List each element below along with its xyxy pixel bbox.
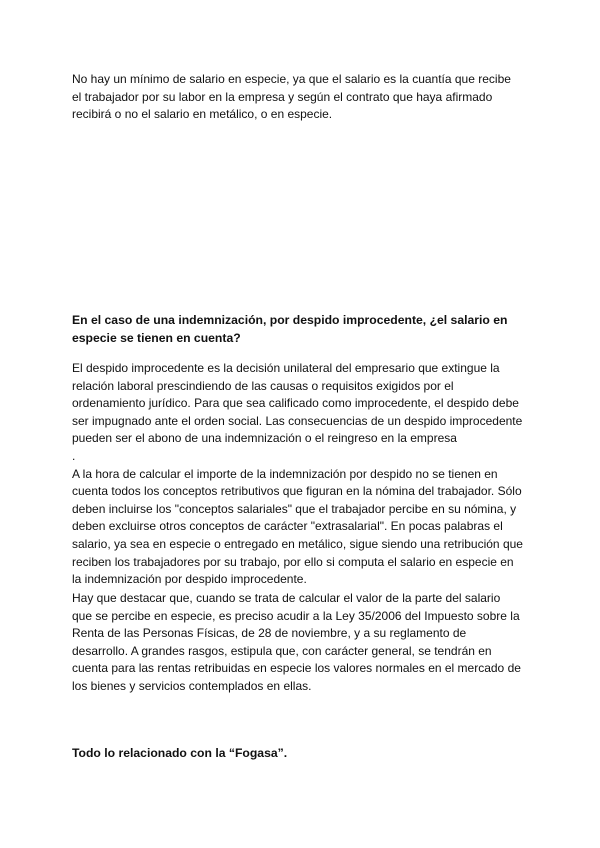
text-line: cuenta para las rentas retribuidas en especie los valores normales en el mercado de	[72, 661, 521, 676]
text-line: los bienes y servicios contemplados en ellas.	[72, 678, 312, 693]
section-heading-indemnizacion	[72, 311, 532, 347]
text-line: reciben los trabajadores por su trabajo, por ello si computa el salario en especie en	[72, 554, 514, 569]
text-line: recibirá o no el salario en metálico, o en especie.	[72, 107, 333, 122]
text-line: ordenamiento jurídico. Para que sea calificado como improcedente, el despido debe	[72, 396, 519, 411]
text-line: el trabajador por su labor en la empresa y según el contrato que haya afirmado	[72, 89, 493, 104]
text-line: desarrollo. A grandes rasgos, estipula que, con carácter general, se tendrán en	[72, 643, 492, 658]
intro-paragraph	[72, 71, 532, 124]
text-line: A la hora de calcular el importe de la indemnización por despido no se tienen en	[72, 466, 498, 481]
section-heading-fogasa	[72, 744, 532, 762]
text-line: salario, ya sea en especie o entregado en metálico, sigue siendo una retribución que	[72, 536, 523, 551]
text-line: Hay que destacar que, cuando se trata de calcular el valor de la parte del salario	[72, 591, 501, 605]
text-line: que se percibe en especie, es preciso acudir a la Ley 35/2006 del Impuesto sobre la	[72, 608, 520, 623]
irpf-paragraph	[72, 590, 532, 696]
text-line: cuenta todos los conceptos retributivos que figuran en la nómina del trabajador. Sólo	[72, 484, 522, 499]
despido-paragraph	[72, 360, 532, 589]
text-line: la indemnización por despido improcedente.	[72, 572, 307, 587]
text-line: .	[72, 448, 76, 463]
text-line: No hay un mínimo de salario en especie, ya que el salario es la cuantía que recibe	[72, 72, 511, 86]
text-line: pueden ser el abono de una indemnización o el reingreso en la empresa	[72, 431, 457, 446]
heading-line: Todo lo relacionado con la “Fogasa”.	[72, 746, 288, 760]
heading-line: especie se tienen en cuenta?	[72, 331, 241, 345]
text-line: ser impugnado ante el orden social. Las consecuencias de un despido improcedente	[72, 413, 523, 428]
heading-line: En el caso de una indemnización, por despido improcedente, ¿el salario en	[72, 313, 508, 327]
text-line: deben incluirse los "conceptos salariales" que el trabajador percibe en su nómina, y	[72, 501, 517, 516]
text-line: El despido improcedente es la decisión unilateral del empresario que extingue la	[72, 361, 500, 375]
text-line: relación laboral prescindiendo de las causas o requisitos exigidos por el	[72, 378, 454, 393]
text-line: Renta de las Personas Físicas, de 28 de noviembre, y a su reglamento de	[72, 626, 467, 641]
text-line: deben excluirse otros conceptos de carácter "extrasalarial". En pocas palabras el	[72, 519, 503, 534]
